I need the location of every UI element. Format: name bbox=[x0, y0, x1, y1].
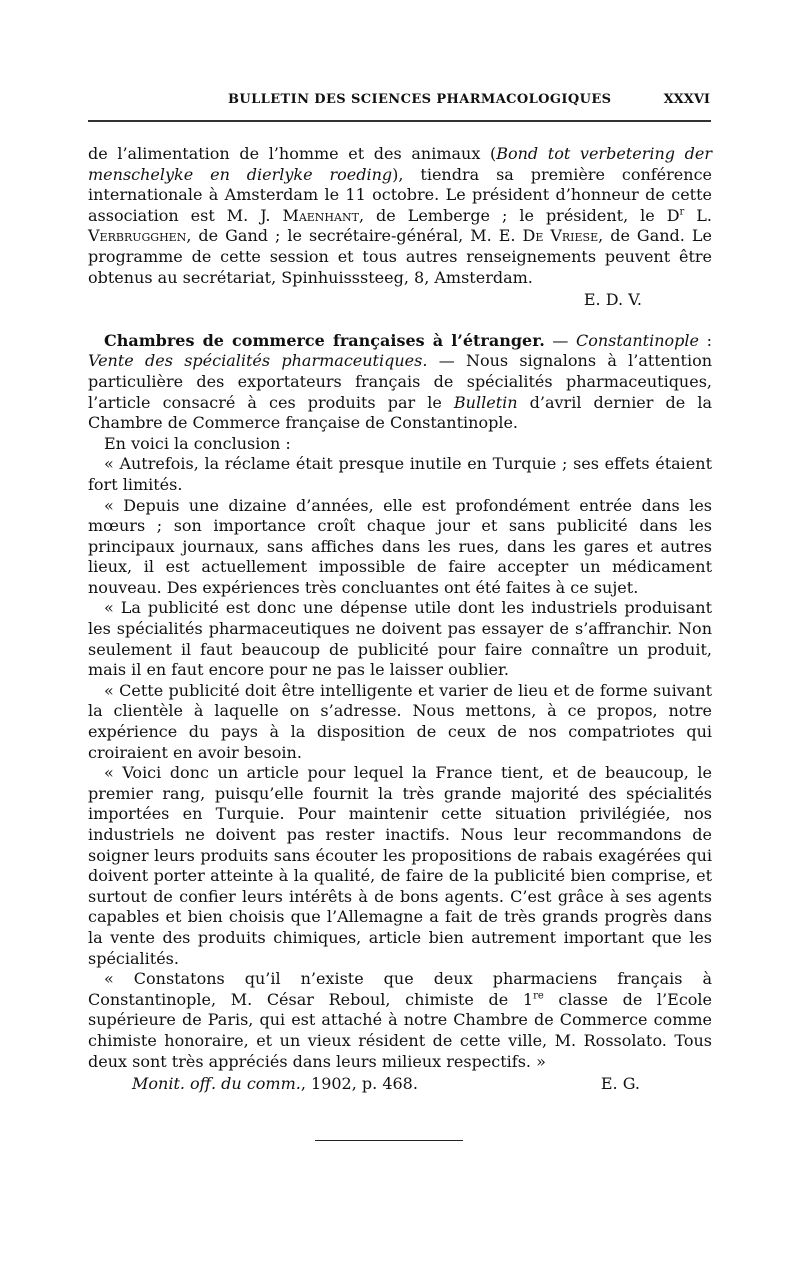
running-head bbox=[228, 92, 710, 114]
journal-title: BULLETIN DES SCIENCES PHARMACOLOGIQUES bbox=[228, 92, 612, 107]
place-name: Constantinople bbox=[576, 330, 699, 350]
article-body bbox=[88, 144, 712, 1095]
item1-signature: E. D. V. bbox=[583, 290, 642, 310]
citation-line bbox=[88, 1074, 712, 1095]
header-rule bbox=[88, 120, 711, 122]
person-name: Verbrugghen bbox=[88, 226, 187, 246]
conclusion-intro: En voici la conclusion : bbox=[104, 433, 291, 453]
quote-paragraph: « La publicité est donc une dépense utile dont les industriels produisant les spécialités pharmaceutiques ne doivent pas essayer de s’affranchir. Non seulement il faut beaucoup de publicité pour faire connaître un produit, mais il en faut encore pour ne pas le laisser oublier. bbox=[88, 598, 712, 680]
section-heading: Chambres de commerce françaises à l’étranger. bbox=[104, 330, 545, 350]
quote-paragraph: « Voici donc un article pour lequel la France tient, et de beaucoup, le premier rang, puisqu’elle fournit la très grande majorité des spécialités importées en Turquie. Pour maintenir cette situation privilégiée, nos industriels ne doivent pas rester inactifs. Nous leur recommandons de soigner leurs produits sans écouter les propositions de rabais exagérées qui doivent porter atteinte à la qualité, de faire de la publicité bien comprise, et surtout de confier leurs intérêts à de bons agents. C’est grâce à ses agents capables et bien choisis que l’Allemagne a fait de très grands progrès dans la vente des produits chimiques, article bien autrement important que les spécialités. bbox=[88, 763, 712, 968]
citation: Monit. off. du comm., 1902, p. 468. bbox=[132, 1074, 418, 1094]
item1-paragraph: de l’alimentation de l’homme et des animaux (Bond tot verbetering der menschelyke en dierlyke roeding), tiendra sa première conférence internationale à Amsterdam le 11 octobre. Le président d’honneur de cette association est M. J. Maenhant, de Lemberge ; le président, le $D^r$ L. Verbrugghen, de Gand ; le secrétaire-général, M. E. De Vriese, de Gand. Le programme de cette session et tous autres renseignements peuvent être obtenus au secrétariat, Spinhuisssteeg, 8, Amsterdam. bbox=[88, 144, 713, 287]
item2-signature: E. G. bbox=[600, 1074, 640, 1094]
quote-paragraph: « Autrefois, la réclame était presque inutile en Turquie ; ses effets étaient fort limités. bbox=[88, 454, 712, 494]
bulletin-ref: Bulletin bbox=[453, 392, 518, 412]
quote-paragraph: « Constatons qu’il n’existe que deux pharmaciens français à Constantinople, M. César Reboul, chimiste de 1re classe de l’Ecole supérieure de Paris, qui est attaché à notre Chambre de Commerce comme chimiste honoraire, et un vieux résident de cette ville, M. Rossolato. Tous deux sont très appréciés dans leurs milieux respectifs. » bbox=[88, 969, 712, 1071]
page-number: XXXVI bbox=[663, 92, 710, 107]
footer-rule bbox=[315, 1140, 463, 1141]
section-subtitle: Vente des spécialités pharmaceutiques. bbox=[88, 351, 428, 371]
quote-paragraph: « Depuis une dizaine d’années, elle est profondément entrée dans les mœurs ; son importance croît chaque jour et sans publicité dans les principaux journaux, sans affiches dans les rues, dans les gares et autres lieux, il est actuellement impossible de faire accepter un médicament nouveau. Des expériences très concluantes ont été faites à ce sujet. bbox=[88, 495, 712, 597]
person-name: De Vriese bbox=[522, 226, 599, 246]
dutch-name: Bond tot verbetering der menschelyke en dierlyke roeding bbox=[88, 144, 712, 184]
item2-lead-paragraph: Chambres de commerce françaises à l’étranger. — Constantinople : Vente des spécialités pharmaceutiques. — Nous signalons à l’attention particulière des exportateurs français de spécialités pharmaceutiques, l’article consacré à ces produits par le Bulletin d’avril dernier de la Chambre de Commerce française de Constantinople. bbox=[88, 330, 713, 433]
quote-paragraph: « Cette publicité doit être intelligente et varier de lieu et de forme suivant la clientèle à laquelle on s’adresse. Nous mettons, à ce propos, notre expérience du pays à la disposition de ceux de nos compatriotes qui croiraient en avoir besoin. bbox=[88, 680, 712, 762]
person-name: Maenhant bbox=[282, 205, 359, 225]
